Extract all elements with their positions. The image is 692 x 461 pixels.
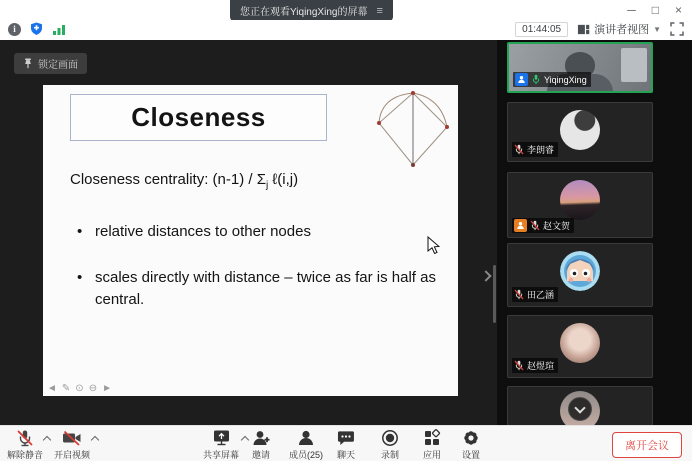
- scroll-down-button[interactable]: [568, 397, 592, 421]
- view-mode-label: 演讲者视图: [594, 24, 650, 36]
- video-background: [621, 48, 647, 82]
- presenter-badge-icon: [515, 73, 528, 86]
- mic-on-icon: [531, 74, 541, 85]
- mic-muted-icon: [16, 429, 34, 447]
- participant-name: YiqingXing: [544, 74, 587, 85]
- leave-meeting-button[interactable]: 离开会议: [612, 432, 682, 458]
- apps-label: 应用: [422, 450, 441, 460]
- watching-banner: [230, 0, 393, 21]
- prev-slide-icon[interactable]: ◄: [47, 383, 57, 394]
- participant-namebar: [512, 218, 574, 233]
- share-scrollbar[interactable]: [493, 265, 496, 323]
- mic-muted-icon: [514, 144, 524, 155]
- security-shield-icon[interactable]: [30, 22, 43, 36]
- main-content: [0, 40, 692, 425]
- close-button[interactable]: ×: [674, 3, 682, 17]
- participant-name: 田乙涵: [527, 290, 555, 300]
- members-icon: [297, 429, 315, 447]
- banner-menu-icon[interactable]: ≡: [376, 4, 383, 17]
- settings-button[interactable]: [443, 429, 499, 461]
- member-badge-icon: [514, 219, 527, 232]
- invite-label: 邀请: [251, 450, 270, 460]
- mouse-cursor: [427, 236, 440, 255]
- slide-title: Closeness: [131, 102, 266, 132]
- formula-subscript: j: [266, 180, 269, 191]
- bullet-item: • relative distances to other nodes: [73, 221, 441, 243]
- presentation-slide: [43, 85, 458, 396]
- participant-tile[interactable]: [507, 102, 653, 162]
- window-controls: [627, 2, 682, 18]
- participant-namebar: [512, 358, 558, 373]
- next-slide-icon[interactable]: ►: [102, 383, 112, 394]
- apps-grid-icon: [423, 429, 441, 447]
- participant-name: 赵文贺: [543, 221, 571, 231]
- maximize-button[interactable]: □: [651, 3, 659, 17]
- chevron-down-icon: [574, 402, 585, 413]
- unmute-label: 解除静音: [6, 450, 43, 460]
- participant-tile-yiqingxing[interactable]: [507, 42, 653, 93]
- settings-label: 设置: [461, 450, 480, 460]
- view-mode-select[interactable]: [577, 21, 661, 37]
- record-icon: [381, 429, 399, 447]
- collapse-sidebar-chevron-icon[interactable]: [480, 270, 491, 281]
- meeting-info-icon[interactable]: i: [8, 23, 21, 36]
- title-bar: [0, 0, 692, 20]
- pen-icon[interactable]: ✎: [61, 383, 71, 394]
- network-signal-icon[interactable]: [52, 23, 66, 36]
- participant-tile[interactable]: [507, 172, 653, 238]
- mic-muted-icon: [530, 220, 540, 231]
- chevron-down-icon: ▼: [653, 24, 661, 34]
- avatar: [560, 180, 600, 220]
- participant-namebar: [512, 287, 558, 302]
- gear-icon: [462, 429, 480, 447]
- share-screen-label: 共享屏幕: [202, 450, 239, 460]
- participant-namebar: [513, 72, 591, 87]
- status-icons: [8, 22, 66, 36]
- participant-tile[interactable]: [507, 243, 653, 307]
- start-video-button[interactable]: [44, 429, 100, 461]
- camera-off-icon: [62, 429, 82, 447]
- participants-sidebar: [497, 40, 692, 425]
- lock-view-button[interactable]: [14, 53, 87, 74]
- avatar: [560, 323, 600, 363]
- slide-bullets: [73, 221, 441, 334]
- participant-name: 李朗睿: [527, 145, 555, 155]
- lock-view-label: 锁定画面: [38, 60, 78, 71]
- bottom-toolbar: [0, 425, 692, 461]
- mic-muted-icon: [514, 289, 524, 300]
- participant-name: 赵煜瑄: [527, 361, 555, 371]
- members-label: 成员(25): [288, 450, 323, 460]
- avatar: [560, 251, 600, 291]
- meeting-timer: 01:44:05: [515, 22, 568, 37]
- top-info-bar: [0, 20, 692, 40]
- shared-screen-area: [0, 40, 497, 425]
- pin-icon: [23, 58, 33, 69]
- formula-suffix: ℓ(i,j): [268, 171, 299, 188]
- start-video-label: 开启视频: [53, 450, 90, 460]
- mic-muted-icon: [514, 360, 524, 371]
- presenter-nav-controls: [47, 383, 112, 394]
- invite-person-icon: [252, 429, 270, 447]
- participant-tile[interactable]: [507, 315, 653, 378]
- topbar-right: [515, 21, 684, 37]
- watching-banner-text: 您正在观看YiqingXing的屏幕: [240, 7, 368, 18]
- participant-namebar: [512, 142, 558, 157]
- laser-pointer-icon[interactable]: ⊙: [75, 383, 84, 394]
- record-label: 录制: [380, 450, 399, 460]
- network-graph-figure: [374, 87, 452, 171]
- closeness-formula: [70, 171, 298, 191]
- share-screen-icon: [212, 429, 231, 447]
- slide-options-icon[interactable]: ⊖: [88, 383, 98, 394]
- layout-icon: [577, 23, 590, 36]
- fullscreen-icon[interactable]: [670, 22, 684, 36]
- avatar: [560, 110, 600, 150]
- minimize-button[interactable]: ─: [627, 3, 636, 17]
- chat-bubble-icon: [337, 429, 355, 447]
- formula-prefix: Closeness centrality: (n-1) / Σ: [70, 171, 267, 188]
- participant-tile-partial[interactable]: [507, 386, 653, 425]
- chat-label: 聊天: [336, 450, 355, 460]
- bullet-item: • scales directly with distance – twice as far is half as central.: [73, 267, 441, 311]
- slide-title-box: [70, 94, 327, 141]
